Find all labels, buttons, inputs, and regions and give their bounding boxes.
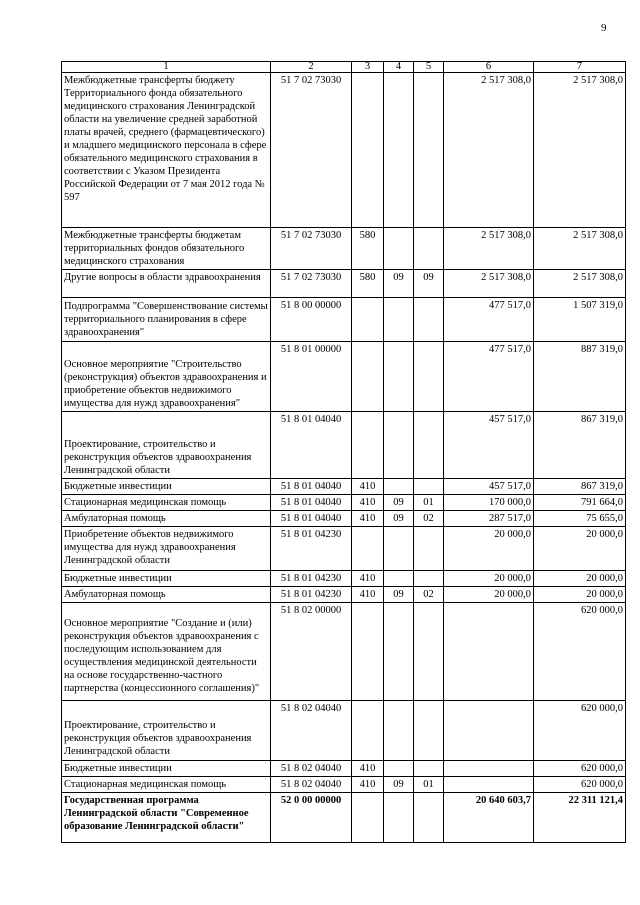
- row-value-2017: 477 517,0: [444, 298, 534, 342]
- row-name: Амбулаторная помощь: [62, 587, 271, 603]
- row-code: 51 8 01 04040: [271, 511, 352, 527]
- row-code: 51 8 02 04040: [271, 701, 352, 761]
- row-pr: [414, 412, 444, 479]
- row-value-2017: 457 517,0: [444, 412, 534, 479]
- table-row: [62, 73, 626, 228]
- row-name: Основное мероприятие "Создание и (или) реконструкция объектов здравоохранения с последующим использованием для осуществления медицинской деятельности на основе государственно-частного партнерства (концессионного соглашения)": [62, 603, 271, 701]
- row-vr: 410: [352, 495, 384, 511]
- table-row: [62, 777, 626, 793]
- row-value-2017: 20 640 603,7: [444, 793, 534, 843]
- row-value-2018: 867 319,0: [534, 412, 626, 479]
- table-row: [62, 228, 626, 270]
- table-row: [62, 571, 626, 587]
- table-row: [62, 495, 626, 511]
- col-header-3: 3: [352, 62, 384, 73]
- col-header-7: 7: [534, 62, 626, 73]
- row-code: 51 8 02 04040: [271, 761, 352, 777]
- row-value-2018: 620 000,0: [534, 761, 626, 777]
- row-vr: [352, 701, 384, 761]
- row-code: 51 8 02 00000: [271, 603, 352, 701]
- row-name: Амбулаторная помощь: [62, 511, 271, 527]
- column-number-row: [62, 62, 626, 73]
- row-value-2018: 22 311 121,4: [534, 793, 626, 843]
- row-value-2018: 20 000,0: [534, 587, 626, 603]
- row-value-2017: 20 000,0: [444, 587, 534, 603]
- table-body: [62, 73, 626, 843]
- row-vr: 410: [352, 761, 384, 777]
- row-value-2018: 620 000,0: [534, 701, 626, 761]
- table-row: [62, 270, 626, 298]
- row-pr: 09: [414, 270, 444, 298]
- row-name: Другие вопросы в области здравоохранения: [62, 270, 271, 298]
- row-value-2018: 20 000,0: [534, 571, 626, 587]
- row-code: 51 8 01 04040: [271, 412, 352, 479]
- row-pr: [414, 73, 444, 228]
- row-pr: [414, 479, 444, 495]
- row-name: Бюджетные инвестиции: [62, 479, 271, 495]
- row-vr: 580: [352, 228, 384, 270]
- row-value-2018: 2 517 308,0: [534, 228, 626, 270]
- row-code: 51 8 01 04230: [271, 527, 352, 571]
- row-vr: [352, 603, 384, 701]
- row-value-2018: 867 319,0: [534, 479, 626, 495]
- table-row: [62, 793, 626, 843]
- row-name: Бюджетные инвестиции: [62, 571, 271, 587]
- row-rz: [384, 527, 414, 571]
- row-value-2017: 287 517,0: [444, 511, 534, 527]
- row-value-2018: 1 507 319,0: [534, 298, 626, 342]
- row-vr: [352, 793, 384, 843]
- row-name: Бюджетные инвестиции: [62, 761, 271, 777]
- row-name: Подпрограмма "Совершенствование системы территориального планирования в сфере здравоохранения": [62, 298, 271, 342]
- row-name: Межбюджетные трансферты бюджетам территориальных фондов обязательного медицинского страхования: [62, 228, 271, 270]
- table-row: [62, 412, 626, 479]
- row-rz: [384, 342, 414, 412]
- row-pr: 02: [414, 587, 444, 603]
- row-value-2018: 2 517 308,0: [534, 270, 626, 298]
- row-pr: 01: [414, 495, 444, 511]
- row-code: 51 8 01 04230: [271, 587, 352, 603]
- row-value-2017: 20 000,0: [444, 571, 534, 587]
- row-rz: [384, 298, 414, 342]
- table-row: [62, 511, 626, 527]
- row-value-2017: 477 517,0: [444, 342, 534, 412]
- row-pr: [414, 571, 444, 587]
- row-name: Государственная программа Ленинградской области "Современное образование Ленинградской области": [62, 793, 271, 843]
- row-code: 51 8 02 04040: [271, 777, 352, 793]
- row-rz: 09: [384, 270, 414, 298]
- row-value-2017: [444, 761, 534, 777]
- row-code: 51 7 02 73030: [271, 228, 352, 270]
- table-row: [62, 587, 626, 603]
- row-rz: [384, 571, 414, 587]
- row-vr: [352, 73, 384, 228]
- row-value-2018: 20 000,0: [534, 527, 626, 571]
- table-row: [62, 342, 626, 412]
- row-value-2018: 791 664,0: [534, 495, 626, 511]
- row-vr: 410: [352, 777, 384, 793]
- row-rz: [384, 479, 414, 495]
- col-header-5: 5: [414, 62, 444, 73]
- row-pr: [414, 527, 444, 571]
- row-value-2018: 887 319,0: [534, 342, 626, 412]
- row-vr: [352, 342, 384, 412]
- row-rz: 09: [384, 587, 414, 603]
- row-value-2017: 170 000,0: [444, 495, 534, 511]
- row-value-2018: 2 517 308,0: [534, 73, 626, 228]
- row-name: Стационарная медицинская помощь: [62, 777, 271, 793]
- row-rz: [384, 73, 414, 228]
- row-vr: [352, 527, 384, 571]
- row-rz: [384, 761, 414, 777]
- row-name: Проектирование, строительство и реконструкция объектов здравоохранения Ленинградской области: [62, 701, 271, 761]
- row-value-2017: 20 000,0: [444, 527, 534, 571]
- row-pr: 02: [414, 511, 444, 527]
- row-vr: 410: [352, 511, 384, 527]
- row-code: 51 7 02 73030: [271, 270, 352, 298]
- table-row: [62, 298, 626, 342]
- table-row: [62, 603, 626, 701]
- row-rz: [384, 412, 414, 479]
- row-pr: 01: [414, 777, 444, 793]
- row-value-2017: 457 517,0: [444, 479, 534, 495]
- row-value-2017: 2 517 308,0: [444, 270, 534, 298]
- row-rz: 09: [384, 777, 414, 793]
- row-vr: 410: [352, 479, 384, 495]
- row-vr: [352, 412, 384, 479]
- row-value-2017: 2 517 308,0: [444, 73, 534, 228]
- row-pr: [414, 761, 444, 777]
- table-row: [62, 527, 626, 571]
- row-code: 51 7 02 73030: [271, 73, 352, 228]
- col-header-4: 4: [384, 62, 414, 73]
- row-rz: [384, 228, 414, 270]
- row-vr: [352, 298, 384, 342]
- row-vr: 580: [352, 270, 384, 298]
- col-header-1: 1: [62, 62, 271, 73]
- row-name: Проектирование, строительство и реконструкция объектов здравоохранения Ленинградской области: [62, 412, 271, 479]
- row-code: 51 8 01 04230: [271, 571, 352, 587]
- row-value-2018: 620 000,0: [534, 603, 626, 701]
- row-pr: [414, 793, 444, 843]
- row-pr: [414, 701, 444, 761]
- row-rz: 09: [384, 511, 414, 527]
- row-code: 52 0 00 00000: [271, 793, 352, 843]
- col-header-2: 2: [271, 62, 352, 73]
- row-value-2018: 75 655,0: [534, 511, 626, 527]
- table-row: [62, 701, 626, 761]
- row-vr: 410: [352, 587, 384, 603]
- row-rz: 09: [384, 495, 414, 511]
- row-name: Приобретение объектов недвижимого имущества для нужд здравоохранения Ленинградской области: [62, 527, 271, 571]
- row-name: Межбюджетные трансферты бюджету Территориального фонда обязательного медицинского страхования Ленинградской области на увеличение средней заработной платы врачей, среднего (фармацевтического) и младшего медицинского персонала в сфере обязательного медицинского страхования в соответствии с Указом Президента Российской Федерации от 7 мая 2012 года № 597: [62, 73, 271, 228]
- row-pr: [414, 603, 444, 701]
- row-code: 51 8 01 04040: [271, 495, 352, 511]
- row-pr: [414, 342, 444, 412]
- table-row: [62, 479, 626, 495]
- row-value-2017: [444, 701, 534, 761]
- row-value-2017: [444, 603, 534, 701]
- row-name: Стационарная медицинская помощь: [62, 495, 271, 511]
- row-name: Основное мероприятие "Строительство (реконструкция) объектов здравоохранения и приобретение объектов недвижимого имущества для нужд здравоохранения": [62, 342, 271, 412]
- budget-table: [61, 61, 626, 843]
- row-value-2017: 2 517 308,0: [444, 228, 534, 270]
- row-pr: [414, 298, 444, 342]
- row-pr: [414, 228, 444, 270]
- row-code: 51 8 01 04040: [271, 479, 352, 495]
- row-rz: [384, 603, 414, 701]
- row-value-2018: 620 000,0: [534, 777, 626, 793]
- row-rz: [384, 793, 414, 843]
- row-code: 51 8 01 00000: [271, 342, 352, 412]
- col-header-6: 6: [444, 62, 534, 73]
- table-row: [62, 761, 626, 777]
- row-rz: [384, 701, 414, 761]
- row-value-2017: [444, 777, 534, 793]
- row-code: 51 8 00 00000: [271, 298, 352, 342]
- page-number: 9: [601, 22, 607, 34]
- row-vr: 410: [352, 571, 384, 587]
